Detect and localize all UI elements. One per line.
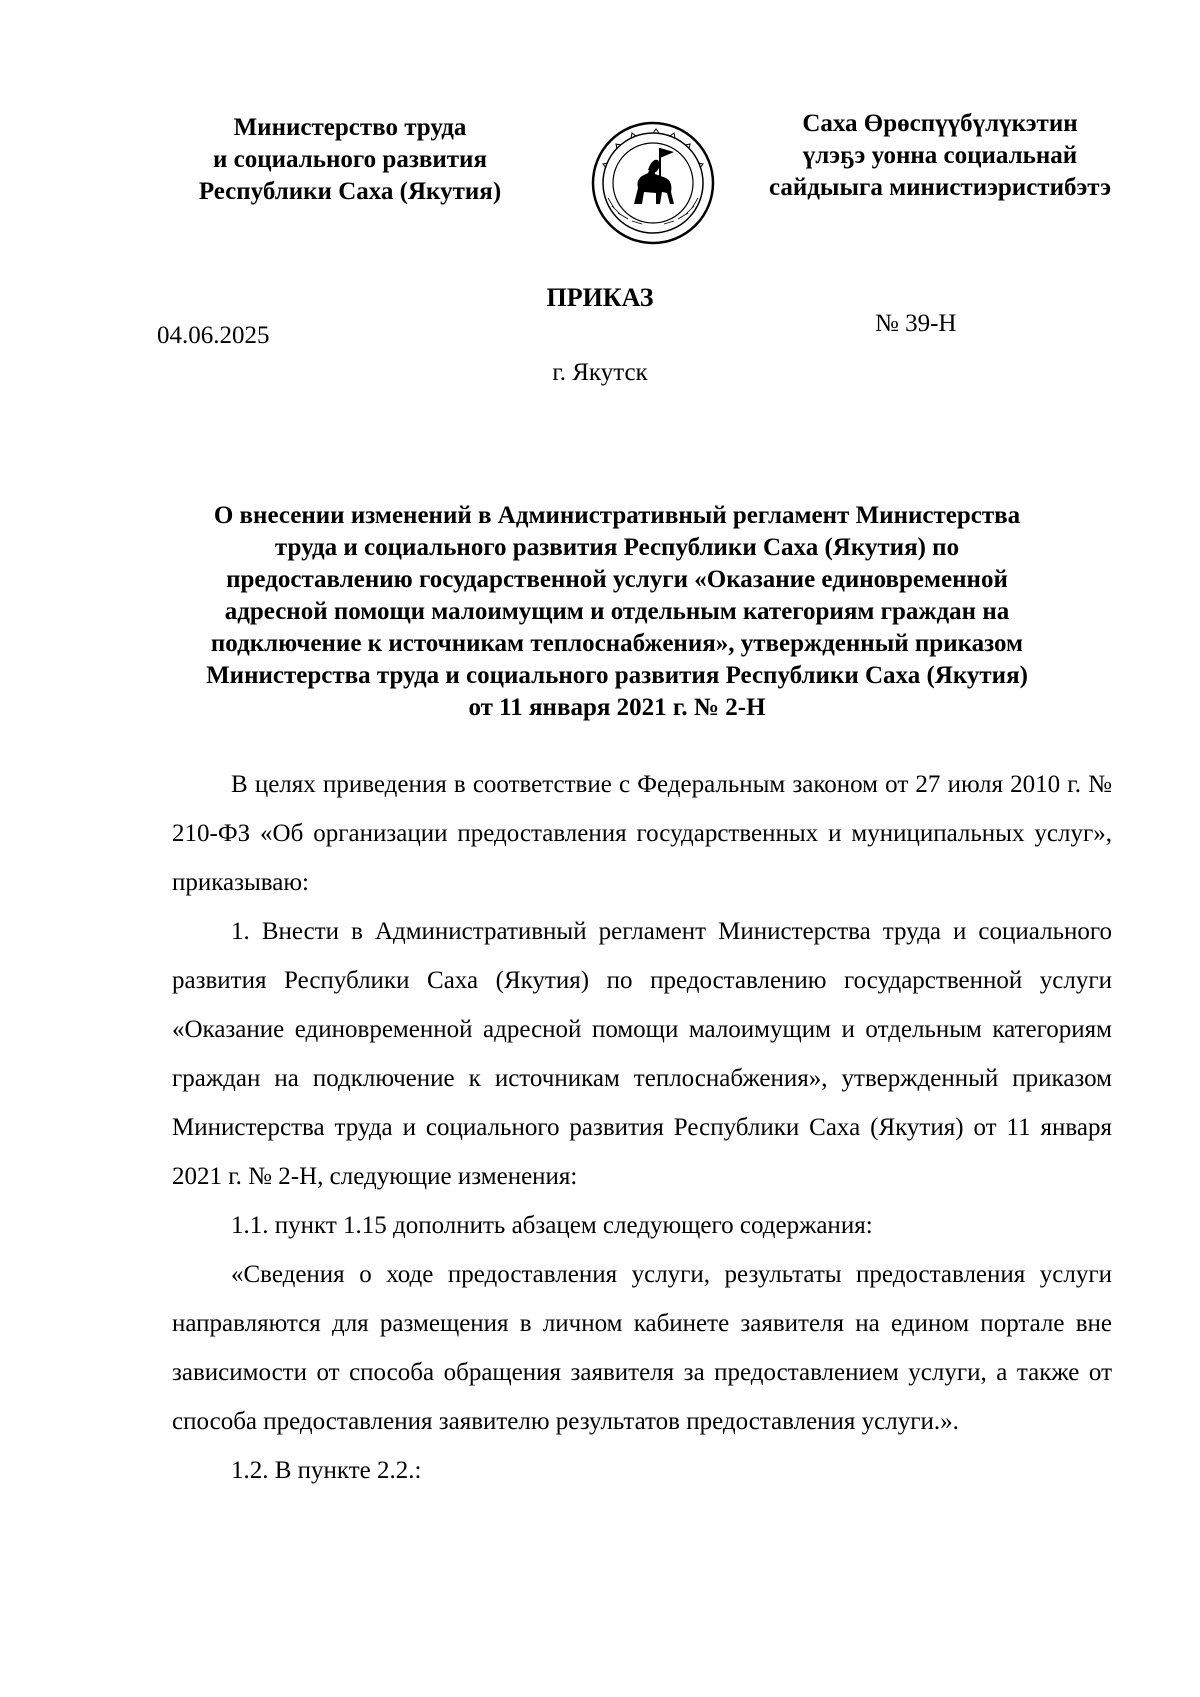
ministry-name-russian — [150, 112, 550, 208]
body-paragraph-item-1: 1. Внести в Административный регламент Министерства труда и социального развития Республики Саха (Якутия) по предоставлению государственной услуги «Оказание единовременной адресной помощи малоимущим и отдельным категориям граждан на подключение к источникам теплоснабжения», утвержденный приказом Министерства труда и социального развития Республики Саха (Якутия) от 11 января 2021 г. № 2-Н, следующие изменения: — [172, 918, 1112, 1190]
order-subject-line: от 11 января 2021 г. № 2-Н — [468, 694, 766, 721]
order-subject-line: подключение к источникам теплоснабжения», утвержденный приказом — [210, 630, 1024, 657]
body-paragraph-item-1-2: 1.2. В пункте 2.2.: — [231, 1457, 422, 1484]
order-subject — [157, 500, 1077, 724]
ministry-name-russian-line-2: и социального развития — [213, 146, 487, 173]
ministry-name-sakha — [730, 108, 1150, 204]
order-number: № 39-Н — [875, 310, 957, 337]
body-paragraph-quote: «Сведения о ходе предоставления услуги, результаты предоставления услуги направляются для размещения в личном кабинете заявителя на едином портале вне зависимости от способа обращения заявителя за предоставлением услуги, а также от способа предоставления заявителю результатов предоставления услуги.». — [172, 1261, 1112, 1435]
order-subject-line: Министерства труда и социального развития Республики Саха (Якутия) — [206, 662, 1028, 689]
order-subject-line: труда и социального развития Республики Саха (Якутия) по — [274, 534, 960, 561]
ministry-name-sakha-line-2: үлэҕэ уонна социальнай — [802, 142, 1078, 169]
body-paragraph-item-1-1: 1.1. пункт 1.15 дополнить абзацем следующего содержания: — [231, 1212, 873, 1239]
ministry-name-sakha-line-3: сайдыыга министиэристибэтэ — [768, 174, 1112, 201]
order-body — [172, 760, 1112, 1495]
ministry-name-sakha-line-1: Саха Өрөспүүбүлүкэтин — [802, 110, 1078, 137]
ministry-name-russian-line-1: Министерство труда — [233, 114, 467, 141]
order-subject-line: предоставлению государственной услуги «Оказание единовременной — [226, 566, 1008, 593]
order-city: г. Якутск — [552, 359, 648, 386]
ministry-name-russian-line-3: Республики Саха (Якутия) — [198, 178, 502, 205]
order-subject-line: адресной помощи малоимущим и отдельным категориям граждан на — [224, 598, 1010, 625]
order-date: 04.06.2025 — [157, 322, 270, 349]
order-subject-line: О внесении изменений в Административный регламент Министерства — [213, 502, 1021, 529]
coat-of-arms-icon — [578, 118, 728, 248]
body-paragraph-preamble: В целях приведения в соответствие с Федеральным законом от 27 июля 2010 г. № 210-ФЗ «Об организации предоставления государственных и муниципальных услуг», приказываю: — [172, 771, 1112, 896]
order-title: ПРИКАЗ — [546, 283, 654, 312]
